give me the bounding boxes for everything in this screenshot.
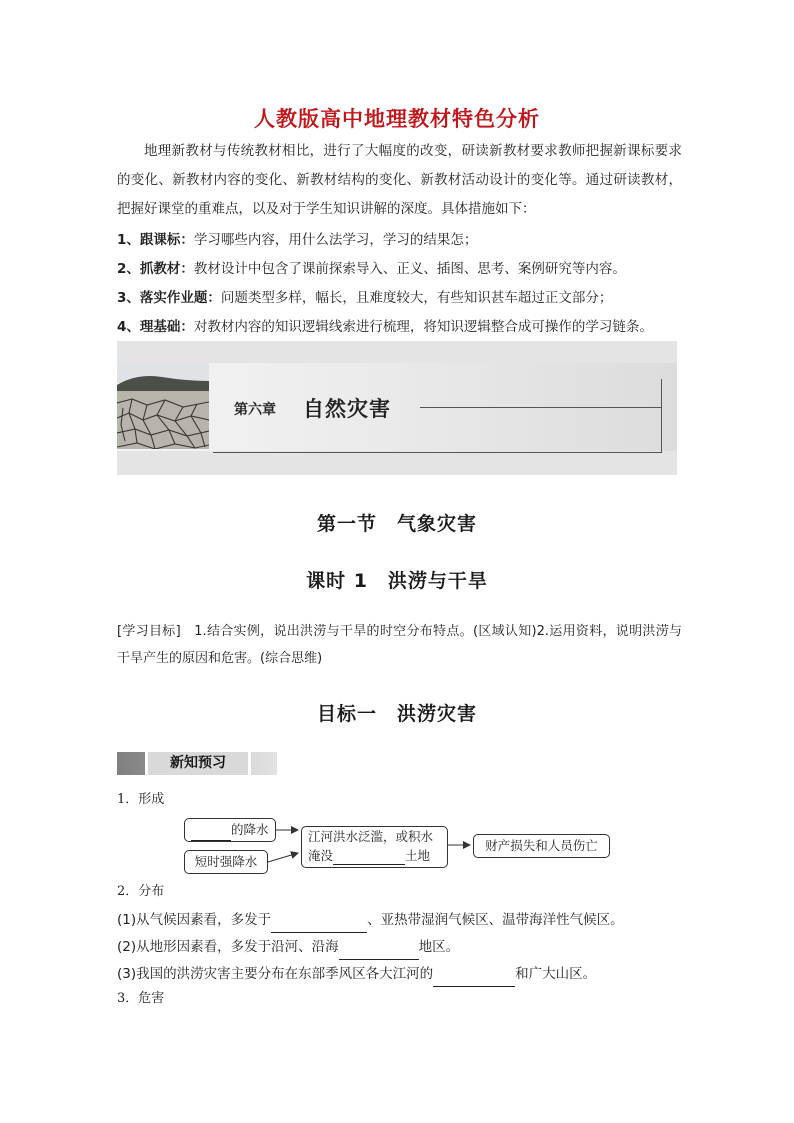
fill-blank[interactable] — [191, 825, 231, 841]
item-suffix: 和广大山区。 — [515, 966, 597, 982]
chapter-name: 自然灾害 — [303, 397, 391, 421]
measure-label: 4、理基础： — [117, 319, 194, 335]
intro-paragraph: 地理新教材与传统教材相比，进行了大幅度的改变，研读新教材要求教师把握新课标要求的变化、新教材内容的变化、新教材结构的变化、新教材活动设计的变化等。通过研读教材，把握好课堂的重难点，以及对于学生知识讲解的深度。具体措施如下： — [117, 143, 682, 217]
measure-text: 问题类型多样，幅长，且难度较大，有些知识甚车超过正文部分； — [220, 290, 613, 306]
item-suffix: 、亚热带湿润气候区、温带海洋性气候区。 — [367, 912, 624, 928]
distribution-label: 2．分布 — [117, 884, 165, 899]
goal-heading: 目标一 洪涝灾害 — [316, 703, 477, 725]
fill-blank[interactable] — [271, 917, 367, 933]
preview-tag-label: 新知预习 — [145, 752, 251, 775]
item-suffix: 地区。 — [418, 939, 460, 955]
fill-blank[interactable] — [333, 849, 405, 865]
item-prefix: (1)从气候因素看，多发于 — [117, 912, 272, 928]
flow-box3-suffix: 土地 — [405, 848, 431, 863]
flow-box1-text: 的降水 — [231, 822, 269, 837]
distribution-item — [117, 934, 459, 960]
document-title: 人教版高中地理教材特色分析 — [254, 107, 540, 131]
measure-label: 1、跟课标： — [117, 232, 194, 248]
flow-box-heavy-rain: 短时强降水 — [184, 850, 268, 874]
lesson-title: 课时 1 洪涝与干旱 — [306, 570, 488, 592]
flow-box-flooding — [301, 826, 448, 868]
section-title: 第一节 气象灾害 — [316, 513, 477, 535]
item-prefix: (2)从地形因素看，多发于沿河、沿海 — [117, 939, 339, 955]
flow-box3-line1: 江河洪水泛滥，或积水 — [308, 829, 434, 844]
distribution-item — [117, 907, 624, 933]
fill-blank[interactable] — [339, 944, 419, 960]
flow-box-precipitation — [184, 818, 276, 842]
harm-label: 3．危害 — [117, 991, 165, 1006]
measure-text: 对教材内容的知识逻辑线索进行梳理，将知识逻辑整合成可操作的学习链条。 — [193, 319, 653, 335]
measure-label: 3、落实作业题： — [117, 290, 221, 306]
formation-label: 1．形成 — [117, 792, 165, 807]
measure-text: 学习哪些内容，用什么法学习，学习的结果怎； — [193, 232, 478, 248]
objective-label: [学习目标] — [117, 624, 181, 639]
item-prefix: (3)我国的洪涝灾害主要分布在东部季风区各大江河的 — [117, 966, 434, 982]
chapter-number: 第六章 — [234, 402, 276, 418]
flow-box3-prefix: 淹没 — [308, 848, 334, 863]
fill-blank[interactable] — [433, 971, 515, 987]
flow-box-losses: 财产损失和人员伤亡 — [473, 834, 610, 858]
measure-label: 2、抓教材： — [117, 261, 194, 277]
distribution-item — [117, 961, 596, 987]
measure-text: 教材设计中包含了课前探索导入、正义、插图、思考、案例研究等内容。 — [193, 261, 626, 277]
objective-text: 1.结合实例，说出洪涝与干旱的时空分布特点。(区域认知)2.运用资料，说明洪涝与干旱产生的原因和危害。(综合思维) — [117, 624, 682, 666]
flow-box3-line2 — [308, 846, 447, 865]
